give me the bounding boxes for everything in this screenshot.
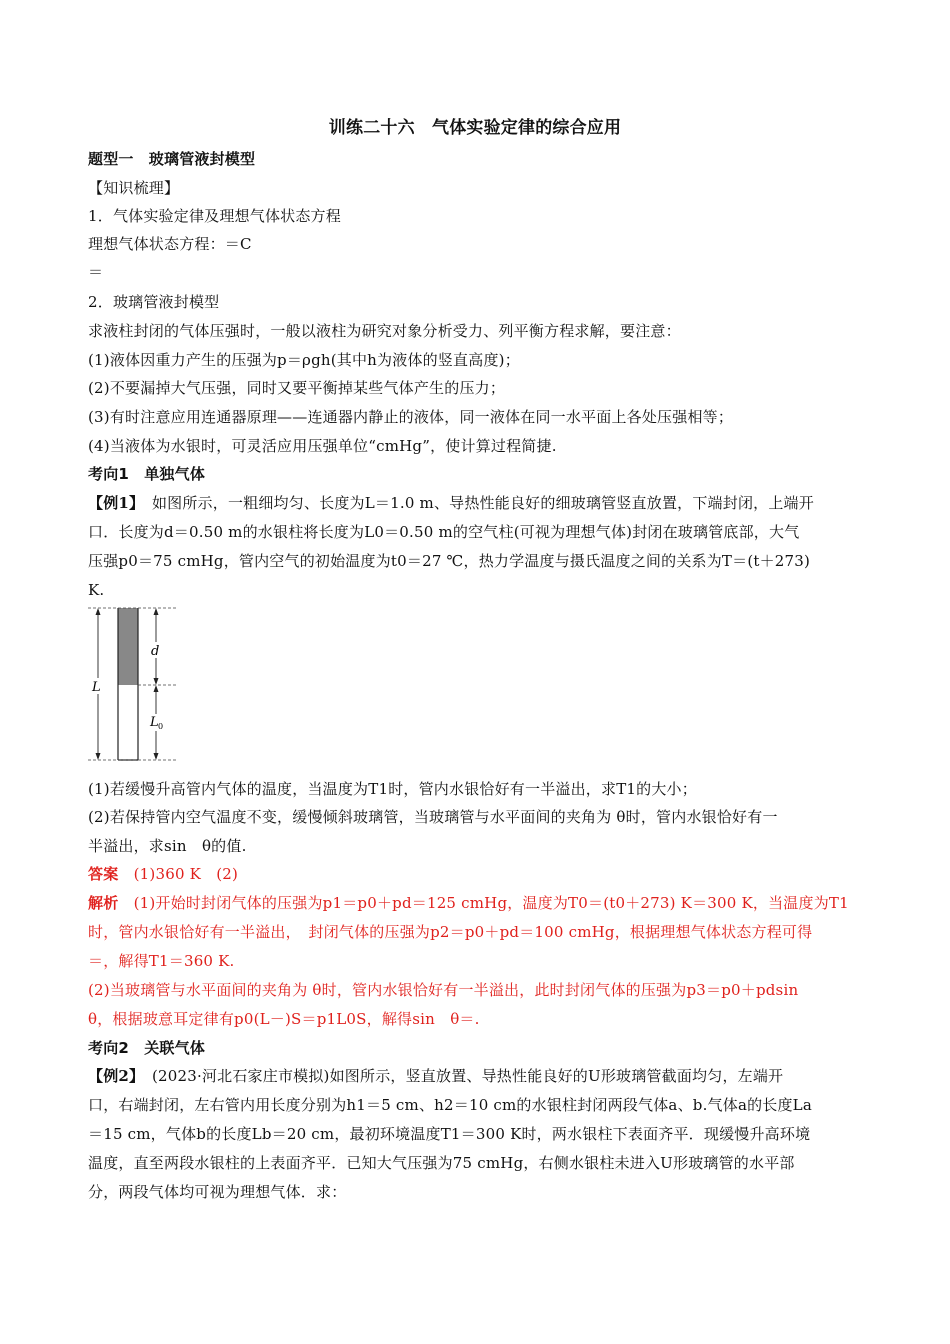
- example-1-line-4: K.: [88, 581, 105, 599]
- label-L: L: [92, 680, 101, 695]
- page-title: 训练二十六 气体实验定律的综合应用: [328, 118, 622, 138]
- example-1-question-2b: 半溢出，求sin θ的值.: [88, 837, 247, 855]
- answer-label: 答案: [88, 865, 119, 883]
- section-heading: 题型一 玻璃管液封模型: [88, 150, 256, 168]
- answer-text: (1)360 K (2): [118, 865, 239, 883]
- example-1-line-2: 口．长度为d＝0.50 m的水银柱将长度为L0＝0.50 m的空气柱(可视为理想气体)封闭在玻璃管底部，大气: [88, 523, 800, 541]
- knowledge-line-9: (4)当液体为水银时，可灵活应用压强单位“cmHg”，使计算过程简捷.: [88, 437, 557, 455]
- glass-tube-figure: [86, 604, 186, 764]
- example-2-line-2: 口，右端封闭，左右管内用长度分别为h1＝5 cm、h2＝10 cm的水银柱封闭两段气体a、b.气体a的长度La: [88, 1096, 812, 1114]
- example-1-question-1: (1)若缓慢升高管内气体的温度，当温度为T1时，管内水银恰好有一半溢出，求T1的大小；: [88, 780, 697, 798]
- topic-heading-2: 考向2 关联气体: [88, 1039, 206, 1057]
- knowledge-line-1: 1．气体实验定律及理想气体状态方程: [88, 207, 341, 225]
- answer-line: [88, 864, 238, 884]
- knowledge-line-2: 理想气体状态方程：＝C: [88, 235, 252, 253]
- example-2-label: 【例2】: [88, 1067, 137, 1085]
- example-1-line-3: 压强p0＝75 cmHg，管内空气的初始温度为t0＝27 ℃，热力学温度与摄氏温度之间的关系为T＝(t＋273): [88, 552, 811, 570]
- knowledge-line-3: ＝: [88, 263, 104, 281]
- example-1-label: 【例1】: [88, 494, 137, 512]
- knowledge-line-6: (1)液体因重力产生的压强为p＝ρgh(其中h为液体的竖直高度)；: [88, 351, 520, 369]
- example-1-question-2a: (2)若保持管内空气温度不变，缓慢倾斜玻璃管，当玻璃管与水平面间的夹角为 θ时，管内水银恰好有一: [88, 808, 778, 826]
- knowledge-line-4: 2．玻璃管液封模型: [88, 293, 220, 311]
- analysis-label: 解析: [88, 894, 119, 912]
- knowledge-label: 【知识梳理】: [88, 179, 180, 197]
- knowledge-line-8: (3)有时注意应用连通器原理——连通器内静止的液体，同一液体在同一水平面上各处压强相等；: [88, 408, 734, 426]
- label-L0-subscript: 0: [158, 722, 164, 731]
- knowledge-line-5: 求液柱封闭的气体压强时，一般以液柱为研究对象分析受力、列平衡方程求解，要注意：: [88, 322, 681, 340]
- knowledge-line-7: (2)不要漏掉大气压强，同时又要平衡掉某些气体产生的压力；: [88, 379, 506, 397]
- analysis-line-5: θ，根据玻意耳定律有p0(L－)S＝p1L0S，解得sin θ＝.: [88, 1010, 480, 1028]
- analysis-line-1: 解析 (1)开始时封闭气体的压强为p1＝p0＋pd＝125 cmHg，温度为T0＝(t0＋273) K＝300 K，当温度为T1: [88, 894, 849, 912]
- analysis-line-2: 时，管内水银恰好有一半溢出， 封闭气体的压强为p2＝p0＋pd＝100 cmHg，根据理想气体状态方程可得: [88, 923, 813, 941]
- analysis-line-4: (2)当玻璃管与水平面间的夹角为 θ时，管内水银恰好有一半溢出，此时封闭气体的压强为p3＝p0＋pdsin: [88, 981, 799, 999]
- label-d: d: [151, 644, 160, 659]
- example-2-line-5: 分，两段气体均可视为理想气体．求：: [88, 1183, 347, 1201]
- example-1-line-1: 【例1】 如图所示，一粗细均匀、长度为L＝1.0 m、导热性能良好的细玻璃管竖直放置，下端封闭，上端开: [88, 494, 814, 512]
- analysis-line-3: ＝，解得T1＝360 K.: [88, 952, 235, 970]
- example-2-line-1: 【例2】 (2023·河北石家庄市模拟)如图所示，竖直放置、导热性能良好的U形玻璃管截面均匀，左端开: [88, 1067, 784, 1085]
- mercury-column: [118, 608, 138, 685]
- label-L0: L: [150, 715, 159, 730]
- example-2-line-4: 温度，直至两段水银柱的上表面齐平．已知大气压强为75 cmHg，右侧水银柱未进入U形玻璃管的水平部: [88, 1154, 795, 1172]
- example-2-line-3: ＝15 cm，气体b的长度Lb＝20 cm，最初环境温度T1＝300 K时，两水银柱下表面齐平．现缓慢升高环境: [88, 1125, 811, 1143]
- topic-heading-1: 考向1 单独气体: [88, 465, 206, 483]
